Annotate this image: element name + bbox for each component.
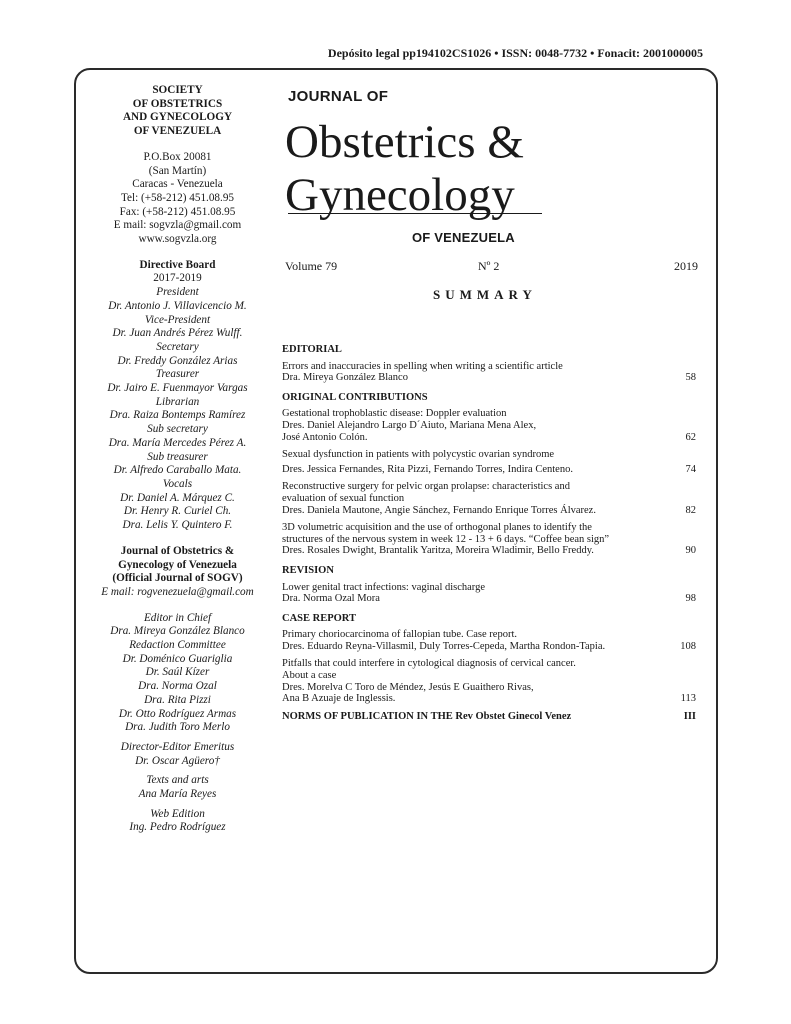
toc-entry[interactable] [282, 361, 696, 384]
staff-line: Dra. Rita Pizzi [144, 693, 211, 706]
society-address [90, 151, 265, 247]
board-line: Librarian [155, 395, 200, 408]
board-line: President [156, 286, 199, 299]
board-line: Dr. Daniel A. Márquez C. [120, 491, 235, 504]
toc-entry[interactable] [282, 658, 696, 704]
board-line: Dr. Alfredo Caraballo Mata. [113, 464, 242, 477]
page-number: 113 [680, 693, 696, 705]
entry-title-line: Lower genital tract infections: vaginal discharge [282, 581, 486, 593]
issue-number: Nº 2 [478, 259, 500, 273]
board-line: Dra. Lelis Y. Quintero F. [122, 519, 233, 532]
staff-line: Dr. Oscar Agüero† [135, 754, 220, 767]
phone-line: Tel: (+58-212) 451.08.95 [120, 191, 235, 204]
staff-line: Ana María Reyes [138, 788, 217, 801]
board-title: Directive Board [139, 258, 216, 271]
directive-board [90, 259, 265, 533]
staff-line: Editor in Chief [143, 611, 212, 624]
summary-heading: SUMMARY [433, 287, 537, 302]
society-name-line: OF VENEZUELA [133, 125, 222, 138]
page-number: 58 [685, 372, 696, 384]
board-line: Sub treasurer [147, 450, 208, 463]
society-name-line: SOCIETY [152, 84, 203, 96]
page-number: 90 [685, 545, 696, 557]
official-line: Journal of Obstetrics & [120, 544, 235, 557]
board-line: Treasurer [155, 368, 200, 381]
entry-authors-line: José Antonio Colón. [282, 431, 368, 443]
title-underline [288, 213, 542, 214]
entry-authors-line: Dres. Daniela Mautone, Angie Sánchez, Fernando Enrique Torres Álvarez. [282, 504, 596, 516]
toc-section-heading: EDITORIAL [282, 344, 342, 355]
fax-line: Fax: (+58-212) 451.08.95 [119, 205, 236, 218]
entry-title-line: Reconstructive surgery for pelvic organ prolapse: characteristics and [282, 481, 570, 493]
toc-entry[interactable] [282, 522, 696, 557]
editorial-staff [90, 612, 265, 836]
page-number: 108 [680, 640, 696, 652]
website-line: www.sogvzla.org [138, 233, 217, 246]
staff-line: Dr. Saúl Kízer [145, 666, 210, 679]
staff-line: Dra. Judith Toro Merlo [125, 721, 230, 734]
official-email: E mail: rogvenezuela@gmail.com [101, 585, 254, 598]
staff-line: Ing. Pedro Rodríguez [129, 821, 226, 834]
volume-label: Volume 79 [285, 259, 338, 273]
toc-entry[interactable] [282, 449, 696, 475]
address-line: (San Martín) [148, 164, 207, 177]
entry-authors-line: Dres. Morelva C Toro de Méndez, Jesús E Guaithero Rivas, [282, 681, 534, 693]
entry-title-line: structures of the nervous system in week 12 - 13 + 6 days. “Coffee bean sign” [282, 533, 610, 545]
left-column [90, 84, 265, 835]
society-name-line: AND GYNECOLOGY [122, 111, 233, 124]
official-journal [90, 545, 265, 600]
address-line: P.O.Box 20081 [143, 150, 212, 163]
address-line: Caracas - Venezuela [132, 178, 223, 191]
toc-section-heading: CASE REPORT [282, 612, 357, 624]
entry-authors-line: Ana B Azuaje de Inglessis. [282, 693, 396, 705]
email-line: E mail: sogvzla@gmail.com [113, 219, 242, 232]
staff-line: Texts and arts [146, 774, 209, 787]
staff-line: Dra. Norma Ozal [138, 680, 217, 693]
entry-title-line: 3D volumetric acquisition and the use of orthogonal planes to identify the [282, 522, 592, 534]
journal-title-line1: Obstetrics & [285, 116, 524, 168]
board-line: Dr. Henry R. Curiel Ch. [123, 505, 232, 518]
toc-section-heading: REVISION [282, 564, 334, 576]
board-line: Dr. Jairo E. Fuenmayor Vargas [107, 382, 248, 395]
board-line: Dr. Antonio J. Villavicencio M. [108, 299, 247, 312]
board-line: Sub secretary [147, 423, 208, 436]
entry-authors-line: Dra. Norma Ozal Mora [282, 593, 380, 605]
entry-authors-line: Dra. Mireya González Blanco [282, 372, 408, 384]
staff-line: Web Edition [150, 807, 205, 820]
toc-norms-entry[interactable] [282, 711, 696, 723]
page-number: 82 [685, 504, 696, 516]
entry-title-line: Sexual dysfunction in patients with polycystic ovarian syndrome [282, 449, 555, 461]
toc-entry[interactable] [282, 629, 696, 652]
table-of-contents [282, 344, 696, 722]
journal-title-line2: Gynecology [285, 169, 515, 221]
entry-title-line: Primary choriocarcinoma of fallopian tube. Case report. [282, 629, 517, 641]
board-line: Vice-President [144, 313, 211, 326]
society-name-line: OF OBSTETRICS [132, 97, 223, 110]
issue-year: 2019 [674, 259, 698, 273]
board-line: Dra. María Mercedes Pérez A. [108, 436, 247, 449]
entry-title-line: Gestational trophoblastic disease: Doppler evaluation [282, 408, 507, 420]
page-number: III [683, 710, 696, 722]
board-line: Dr. Juan Andrés Pérez Wulff. [112, 327, 243, 340]
society-name [90, 84, 265, 139]
page-number: 74 [685, 463, 696, 475]
board-years: 2017-2019 [153, 272, 202, 285]
page-number: 62 [685, 431, 696, 443]
journal-of-venezuela: OF VENEZUELA [412, 230, 515, 245]
header-legal-line: Depósito legal pp194102CS1026 • ISSN: 0048-7732 • Fonacit: 2001000005 [327, 46, 703, 60]
toc-entry[interactable] [282, 582, 696, 605]
staff-line: Director-Editor Emeritus [120, 740, 235, 753]
toc-section-heading: ORIGINAL CONTRIBUTIONS [282, 391, 428, 403]
toc-entry[interactable] [282, 481, 696, 516]
toc-entry[interactable] [282, 408, 696, 443]
page-number: 98 [685, 593, 696, 605]
board-line: Dr. Freddy González Arias [117, 354, 238, 367]
board-line: Vocals [162, 477, 193, 490]
entry-title-line: Pitfalls that could interfere in cytological diagnosis of cervical cancer. [282, 658, 576, 670]
entry-authors-line: Dres. Jessica Fernandes, Rita Pizzi, Fernando Torres, Indira Centeno. [282, 463, 573, 475]
official-line: (Official Journal of SOGV) [112, 572, 243, 585]
norms-text: NORMS OF PUBLICATION IN THE Rev Obstet Ginecol Venez [282, 710, 572, 722]
entry-authors-line: Dres. Daniel Alejandro Largo D´Aiuto, Mariana Mena Alex, [282, 419, 537, 431]
entry-title-line: evaluation of sexual function [282, 492, 405, 504]
staff-line: Dra. Mireya González Blanco [110, 625, 245, 638]
journal-of-label: JOURNAL OF [288, 88, 389, 105]
board-line: Dra. Raiza Bontemps Ramírez [109, 409, 246, 422]
staff-line: Redaction Committee [129, 639, 226, 652]
board-line: Secretary [156, 340, 199, 353]
entry-authors-line: Dres. Rosales Dwight, Brantalik Yaritza, Moreira Wladimir, Bello Freddy. [282, 545, 594, 557]
entry-authors-line: Dres. Eduardo Reyna-Villasmil, Duly Torres-Cepeda, Martha Rondon-Tapia. [282, 640, 606, 652]
entry-title-line: About a case [282, 670, 337, 682]
staff-line: Dr. Doménico Guariglia [122, 652, 233, 665]
entry-title-line: Errors and inaccuracies in spelling when writing a scientific article [282, 360, 563, 372]
staff-line: Dr. Otto Rodríguez Armas [118, 707, 237, 720]
official-line: Gynecology of Venezuela [118, 558, 237, 571]
